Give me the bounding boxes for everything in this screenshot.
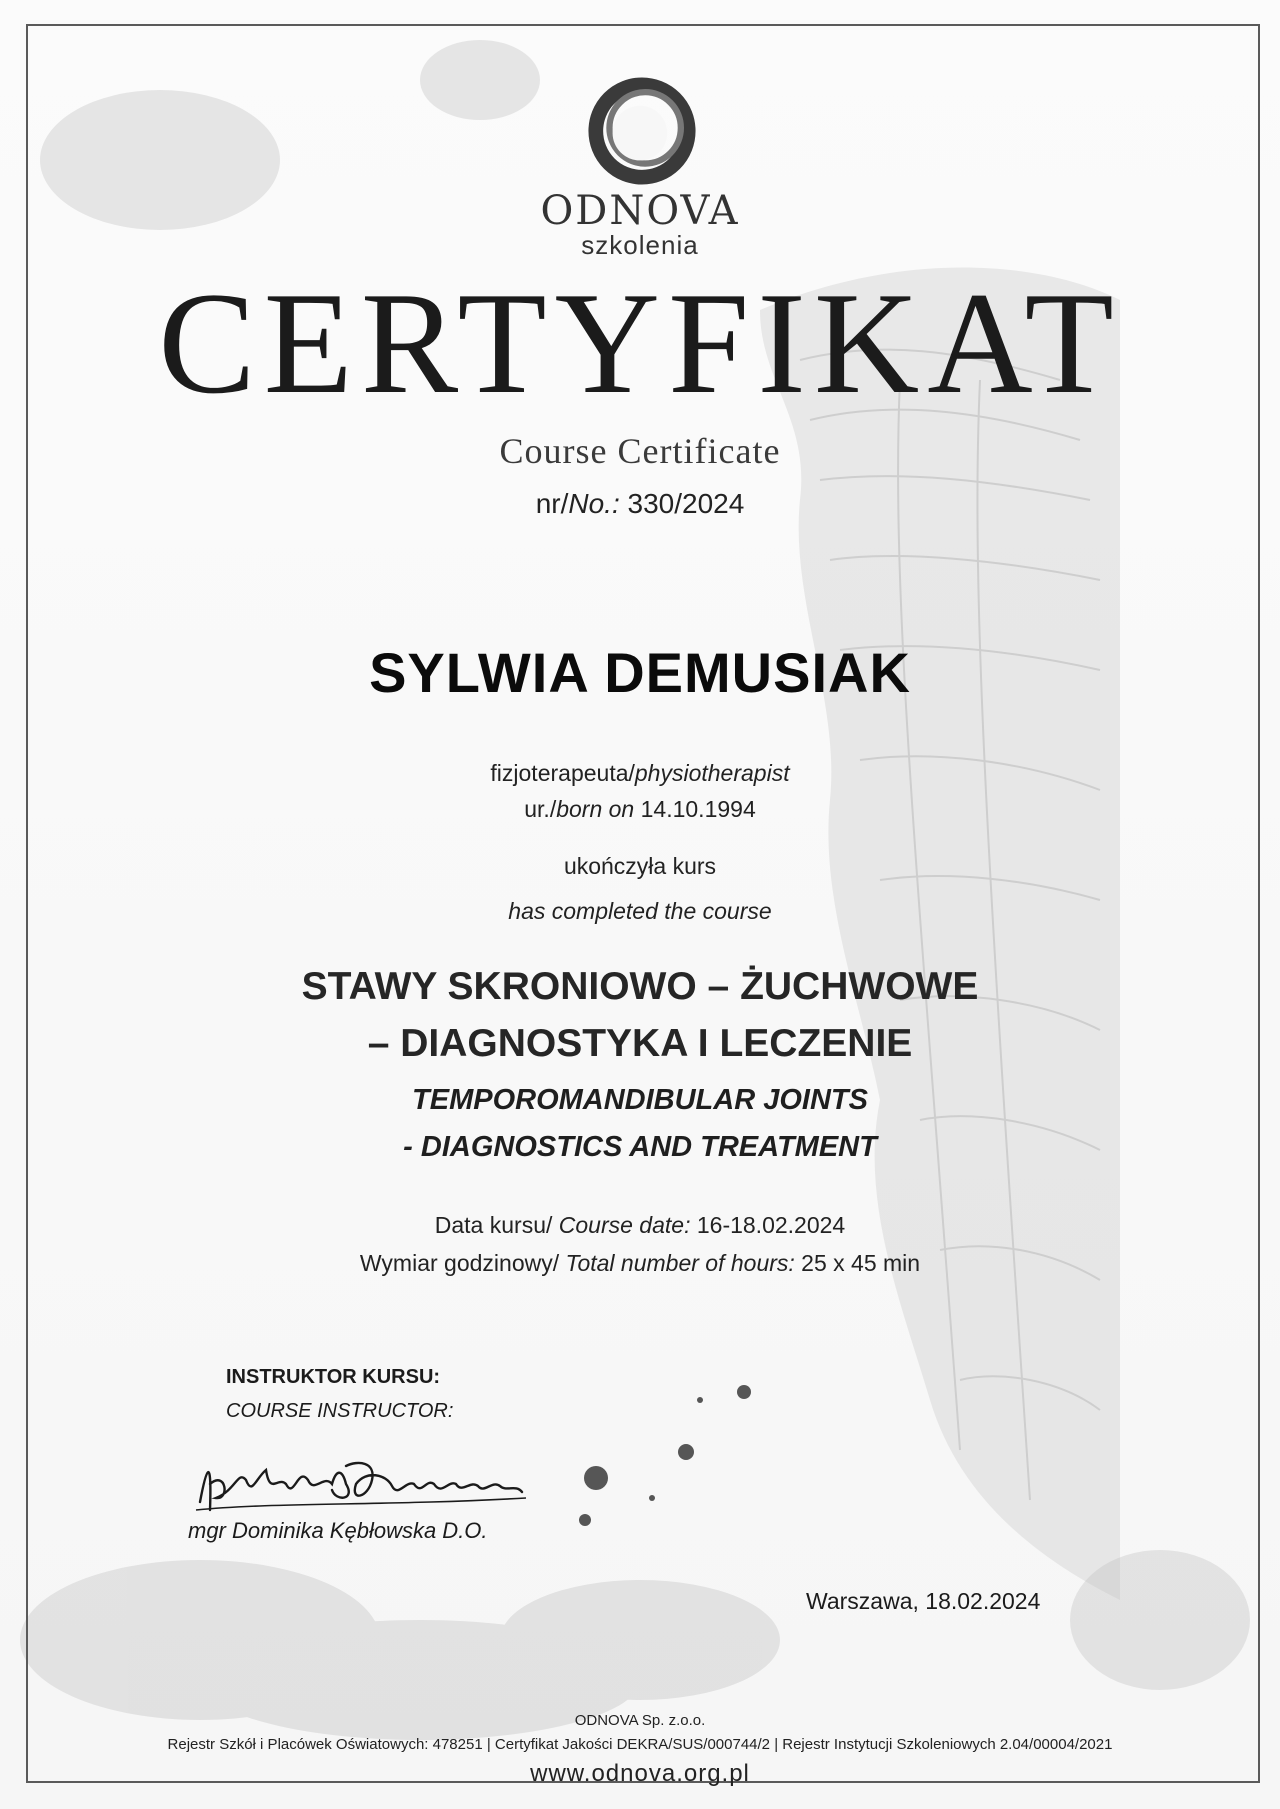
completion-pl: ukończyła kurs <box>563 853 717 879</box>
instructor-name: mgr Dominika Kębłowska D.O. <box>188 1518 488 1543</box>
certificate-number <box>0 488 1280 520</box>
recipient-profession <box>0 760 1280 787</box>
born-date: 14.10.1994 <box>640 796 756 822</box>
recipient-name: SYLWIA DEMUSIAK <box>369 641 911 704</box>
date-value: 16-18.02.2024 <box>696 1212 846 1238</box>
hours-label-pl: Wymiar godzinowy/ <box>359 1250 560 1276</box>
hours-value: 25 x 45 min <box>801 1250 921 1276</box>
course-hours <box>0 1250 1280 1277</box>
date-label-en: Course date: <box>558 1212 691 1238</box>
handwritten-signature-icon <box>186 1440 536 1530</box>
footer-registry: Rejestr Szkół i Placówek Oświatowych: 478251 | Certyfikat Jakości DEKRA/SUS/000744/2 | Rejestr Instytucji Szkoleniowych 2.04/00004/2021 <box>167 1736 1113 1753</box>
completion-en: has completed the course <box>508 898 772 924</box>
instructor-label-en: COURSE INSTRUCTOR: <box>226 1400 454 1422</box>
number-value: 330/2024 <box>627 488 745 519</box>
brand-subtitle: szkolenia <box>581 230 699 260</box>
odnova-ring-logo-icon <box>579 68 705 194</box>
profession-pl: fizjoterapeuta/ <box>490 760 635 786</box>
place-and-date: Warszawa, 18.02.2024 <box>806 1588 1041 1614</box>
hours-label-en: Total number of hours: <box>565 1250 795 1276</box>
certificate-title: CERTYFIKAT <box>158 262 1122 424</box>
number-prefix-en: No.: <box>568 488 620 519</box>
profession-en: physiotherapist <box>634 760 790 786</box>
course-title-en-line1: TEMPOROMANDIBULAR JOINTS <box>412 1084 868 1116</box>
born-prefix-en: born on <box>556 796 635 822</box>
date-label-pl: Data kursu/ <box>434 1212 553 1238</box>
course-title-pl-line1: STAWY SKRONIOWO – ŻUCHWOWE <box>301 965 979 1008</box>
born-prefix-pl: ur./ <box>524 796 557 822</box>
course-date <box>0 1212 1280 1239</box>
course-title-pl-line2: – DIAGNOSTYKA I LECZENIE <box>367 1022 913 1065</box>
number-prefix: nr/ <box>535 488 569 519</box>
brand-name: ODNOVA <box>540 188 740 234</box>
recipient-birth <box>0 796 1280 823</box>
footer-website-link[interactable]: www.odnova.org.pl <box>530 1760 750 1787</box>
instructor-label-pl: INSTRUKTOR KURSU: <box>226 1366 441 1388</box>
footer-company: ODNOVA Sp. z.o.o. <box>574 1712 706 1729</box>
certificate-subtitle: Course Certificate <box>499 431 781 471</box>
course-title-en-line2: - DIAGNOSTICS AND TREATMENT <box>403 1131 877 1163</box>
